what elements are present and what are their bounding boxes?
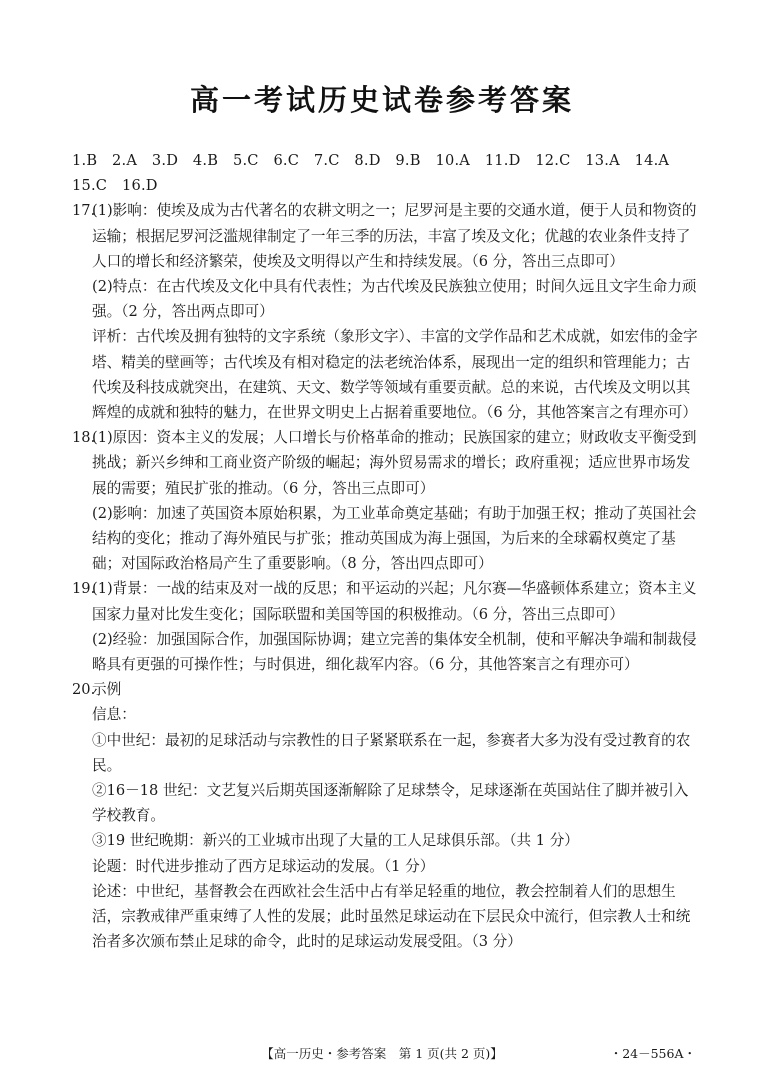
q19-part1: (1)背景：一战的结束及对一战的反思；和平运动的兴起；凡尔赛—华盛顿体系建立；资本主义国家力量对比发生变化；国际联盟和美国等国的积极推动。（6 分，答出三点即可） xyxy=(92,580,697,623)
document-title: 高一考试历史试卷参考答案 xyxy=(189,83,574,117)
q20-heading: 示例 xyxy=(92,681,122,699)
q17-commentary: 评析：古代埃及拥有独特的文字系统（象形文字）、丰富的文学作品和艺术成就，如宏伟的金字塔、精美的壁画等；古代埃及有相对稳定的法老统治体系，展现出一定的组织和管理能力；古代埃及科技成就突出，在建筑、天文、数学等领域有重要贡献。总的来说，古代埃及文明以其辉煌的成就和独特的魅力，在世界文明史上占据着重要地位。（6 分，其他答案言之有理亦可） xyxy=(92,328,698,422)
mc-answers-line-1: 1.B 2.A 3.D 4.B 5.C 6.C 7.C 8.D 9.B 10.A 11.D 12.C 13.A 14.A xyxy=(72,152,670,169)
question-20 xyxy=(72,677,698,954)
q20-info-2: ②16－18 世纪：文艺复兴后期英国逐渐解除了足球禁令，足球逐渐在英国站住了脚并被引入学校教育。 xyxy=(92,782,689,825)
question-18 xyxy=(72,425,698,576)
q17-part2: (2)特点：在古代埃及文化中具有代表性；为古代埃及民族独立使用；时间久远且文字生命力顽强。（2 分，答出两点即可） xyxy=(92,278,697,321)
answer-content xyxy=(72,148,698,955)
question-number: 18. xyxy=(72,429,96,447)
question-number: 17. xyxy=(72,202,96,220)
q20-info-1: ①中世纪：最初的足球活动与宗教性的日子紧紧联系在一起，参赛者大多为没有受过教育的农民。 xyxy=(92,731,691,774)
q20-thesis: 论题：时代进步推动了西方足球运动的发展。（1 分） xyxy=(92,857,435,875)
question-number: 19. xyxy=(72,580,96,598)
mc-answers-line-2: 15.C 16.D xyxy=(72,177,158,195)
question-19 xyxy=(72,576,698,677)
q20-argument: 论述：中世纪，基督教会在西欧社会生活中占有举足轻重的地位，教会控制着人们的思想生活，宗教戒律严重束缚了人性的发展；此时虽然足球运动在下层民众中流行，但宗教人士和统治者多次颁布禁止足球的命令，此时的足球运动发展受阻。（3 分） xyxy=(92,882,691,951)
q20-info-label: 信息： xyxy=(92,706,136,724)
q20-info-3: ③19 世纪晚期：新兴的工业城市出现了大量的工人足球俱乐部。（共 1 分） xyxy=(92,832,579,850)
q18-part2: (2)影响：加速了英国资本原始积累，为工业革命奠定基础；有助于加强王权；推动了英国社会结构的变化；推动了海外殖民与扩张；推动英国成为海上强国，为后来的全球霸权奠定了基础；对国际政治格局产生了重要影响。（8 分，答出四点即可） xyxy=(92,504,697,573)
question-17 xyxy=(72,198,698,425)
footer-page-info: 【高一历史・参考答案 第 1 页(共 2 页)】 xyxy=(261,1046,503,1061)
footer-exam-code: ・24－556A・ xyxy=(609,1046,696,1061)
q19-part2: (2)经验：加强国际合作，加强国际协调；建立完善的集体安全机制，使和平解决争端和制裁侵略具有更强的可操作性；与时俱进，细化裁军内容。（6 分，其他答案言之有理亦可） xyxy=(92,630,697,674)
question-number: 20. xyxy=(72,681,96,699)
q18-part1: (1)原因：资本主义的发展；人口增长与价格革命的推动；民族国家的建立；财政收支平衡受到挑战；新兴乡绅和工商业资产阶级的崛起；海外贸易需求的增长；政府重视；适应世界市场发展的需要；殖民扩张的推动。（6 分，答出三点即可） xyxy=(92,429,697,497)
q17-part1: (1)影响：使埃及成为古代著名的农耕文明之一；尼罗河是主要的交通水道，便于人员和物资的运输；根据尼罗河泛滥规律制定了一年三季的历法，丰富了埃及文化；优越的农业条件支持了人口的增长和经济繁荣，使埃及文明得以产生和持续发展。（6 分，答出三点即可） xyxy=(92,202,697,270)
